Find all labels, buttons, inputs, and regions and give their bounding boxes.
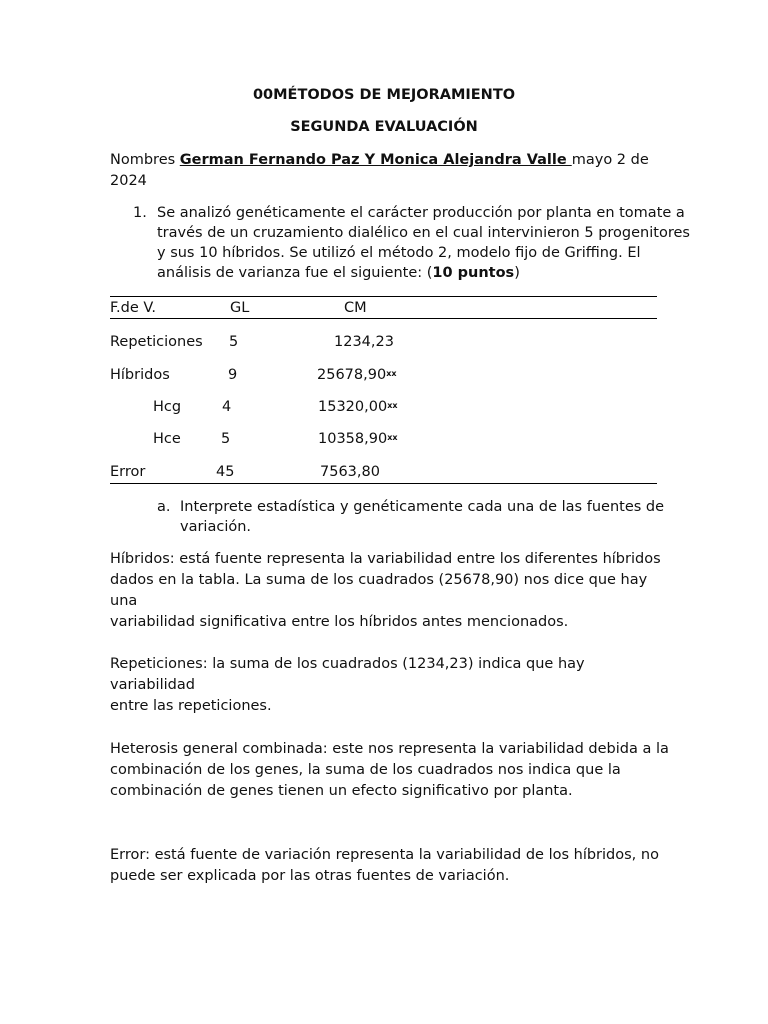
date-part1: mayo 2 de (571, 152, 649, 168)
question-number: 1. (133, 205, 147, 221)
document-subtitle: SEGUNDA EVALUACIÓN (290, 119, 478, 135)
row-cm (318, 429, 398, 449)
answer-line: combinación de genes tienen un efecto significativo por planta. (110, 783, 573, 799)
row-gl: 45 (216, 464, 235, 480)
header-source: F.de V. (110, 300, 157, 316)
table-header-rule (110, 318, 657, 319)
date-part2: 2024 (110, 173, 147, 189)
question-line: y sus 10 híbridos. Se utilizó el método 2, modelo fijo de Griffing. El (157, 245, 641, 261)
header-gl: GL (230, 300, 250, 316)
subquestion-line: variación. (180, 519, 252, 535)
row-cm (317, 365, 397, 385)
row-gl: 4 (222, 399, 232, 415)
row-source: Error (110, 464, 146, 480)
question-text: ) (514, 265, 520, 281)
answer-line: Heterosis general combinada: este nos representa la variabilidad debida a la (110, 741, 669, 757)
answer-line: dados en la tabla. La suma de los cuadrados (25678,90) nos dice que hay una (110, 572, 648, 609)
question-line: Se analizó genéticamente el carácter producción por planta en tomate a (157, 205, 685, 221)
points-label: 10 puntos (432, 265, 515, 281)
subquestion-letter: a. (157, 499, 171, 515)
cm-value: 15320,00 (318, 399, 388, 415)
row-gl: 5 (221, 431, 231, 447)
row-source: Híbridos (110, 367, 170, 383)
row-source: Hce (153, 431, 181, 447)
answer-heterosis (110, 739, 670, 802)
document-title: 00MÉTODOS DE MEJORAMIENTO (252, 87, 516, 103)
answer-hibridos (110, 549, 670, 633)
question-line: través de un cruzamiento dialélico en el cual intervinieron 5 progenitores (157, 225, 690, 241)
answer-line: Híbridos: está fuente representa la variabilidad entre los diferentes híbridos (110, 551, 661, 567)
subquestion-line: Interprete estadística y genéticamente cada una de las fuentes de (180, 499, 665, 515)
answer-line: variabilidad significativa entre los híbridos antes mencionados. (110, 614, 569, 630)
cm-value: 25678,90 (317, 367, 387, 383)
row-cm (318, 397, 398, 417)
row-cm: 1234,23 (334, 334, 394, 350)
answer-repeticiones (110, 654, 670, 717)
significance-mark: xx (387, 433, 398, 442)
answer-line: Repeticiones: la suma de los cuadrados (1234,23) indica que hay variabilidad (110, 656, 585, 693)
question-line (157, 263, 520, 284)
row-source: Repeticiones (110, 334, 203, 350)
names-label: Nombres (110, 152, 180, 168)
row-gl: 5 (229, 334, 239, 350)
table-bottom-rule (110, 483, 657, 484)
answer-line: combinación de los genes, la suma de los cuadrados nos indica que la (110, 762, 621, 778)
answer-line: puede ser explicada por las otras fuentes de variación. (110, 868, 510, 884)
significance-mark: xx (386, 369, 397, 378)
names-value: German Fernando Paz Y Monica Alejandra Valle (179, 152, 572, 168)
row-gl: 9 (228, 367, 238, 383)
answer-line: entre las repeticiones. (110, 698, 272, 714)
answer-line: Error: está fuente de variación representa la variabilidad de los híbridos, no (110, 847, 659, 863)
table-top-rule (110, 296, 657, 297)
header-cm: CM (344, 300, 367, 316)
names-line (110, 150, 649, 171)
significance-mark: xx (387, 401, 398, 410)
answer-error (110, 845, 670, 887)
row-source: Hcg (153, 399, 182, 415)
row-cm: 7563,80 (320, 464, 380, 480)
cm-value: 10358,90 (318, 431, 388, 447)
question-text: análisis de varianza fue el siguiente: ( (157, 265, 433, 281)
